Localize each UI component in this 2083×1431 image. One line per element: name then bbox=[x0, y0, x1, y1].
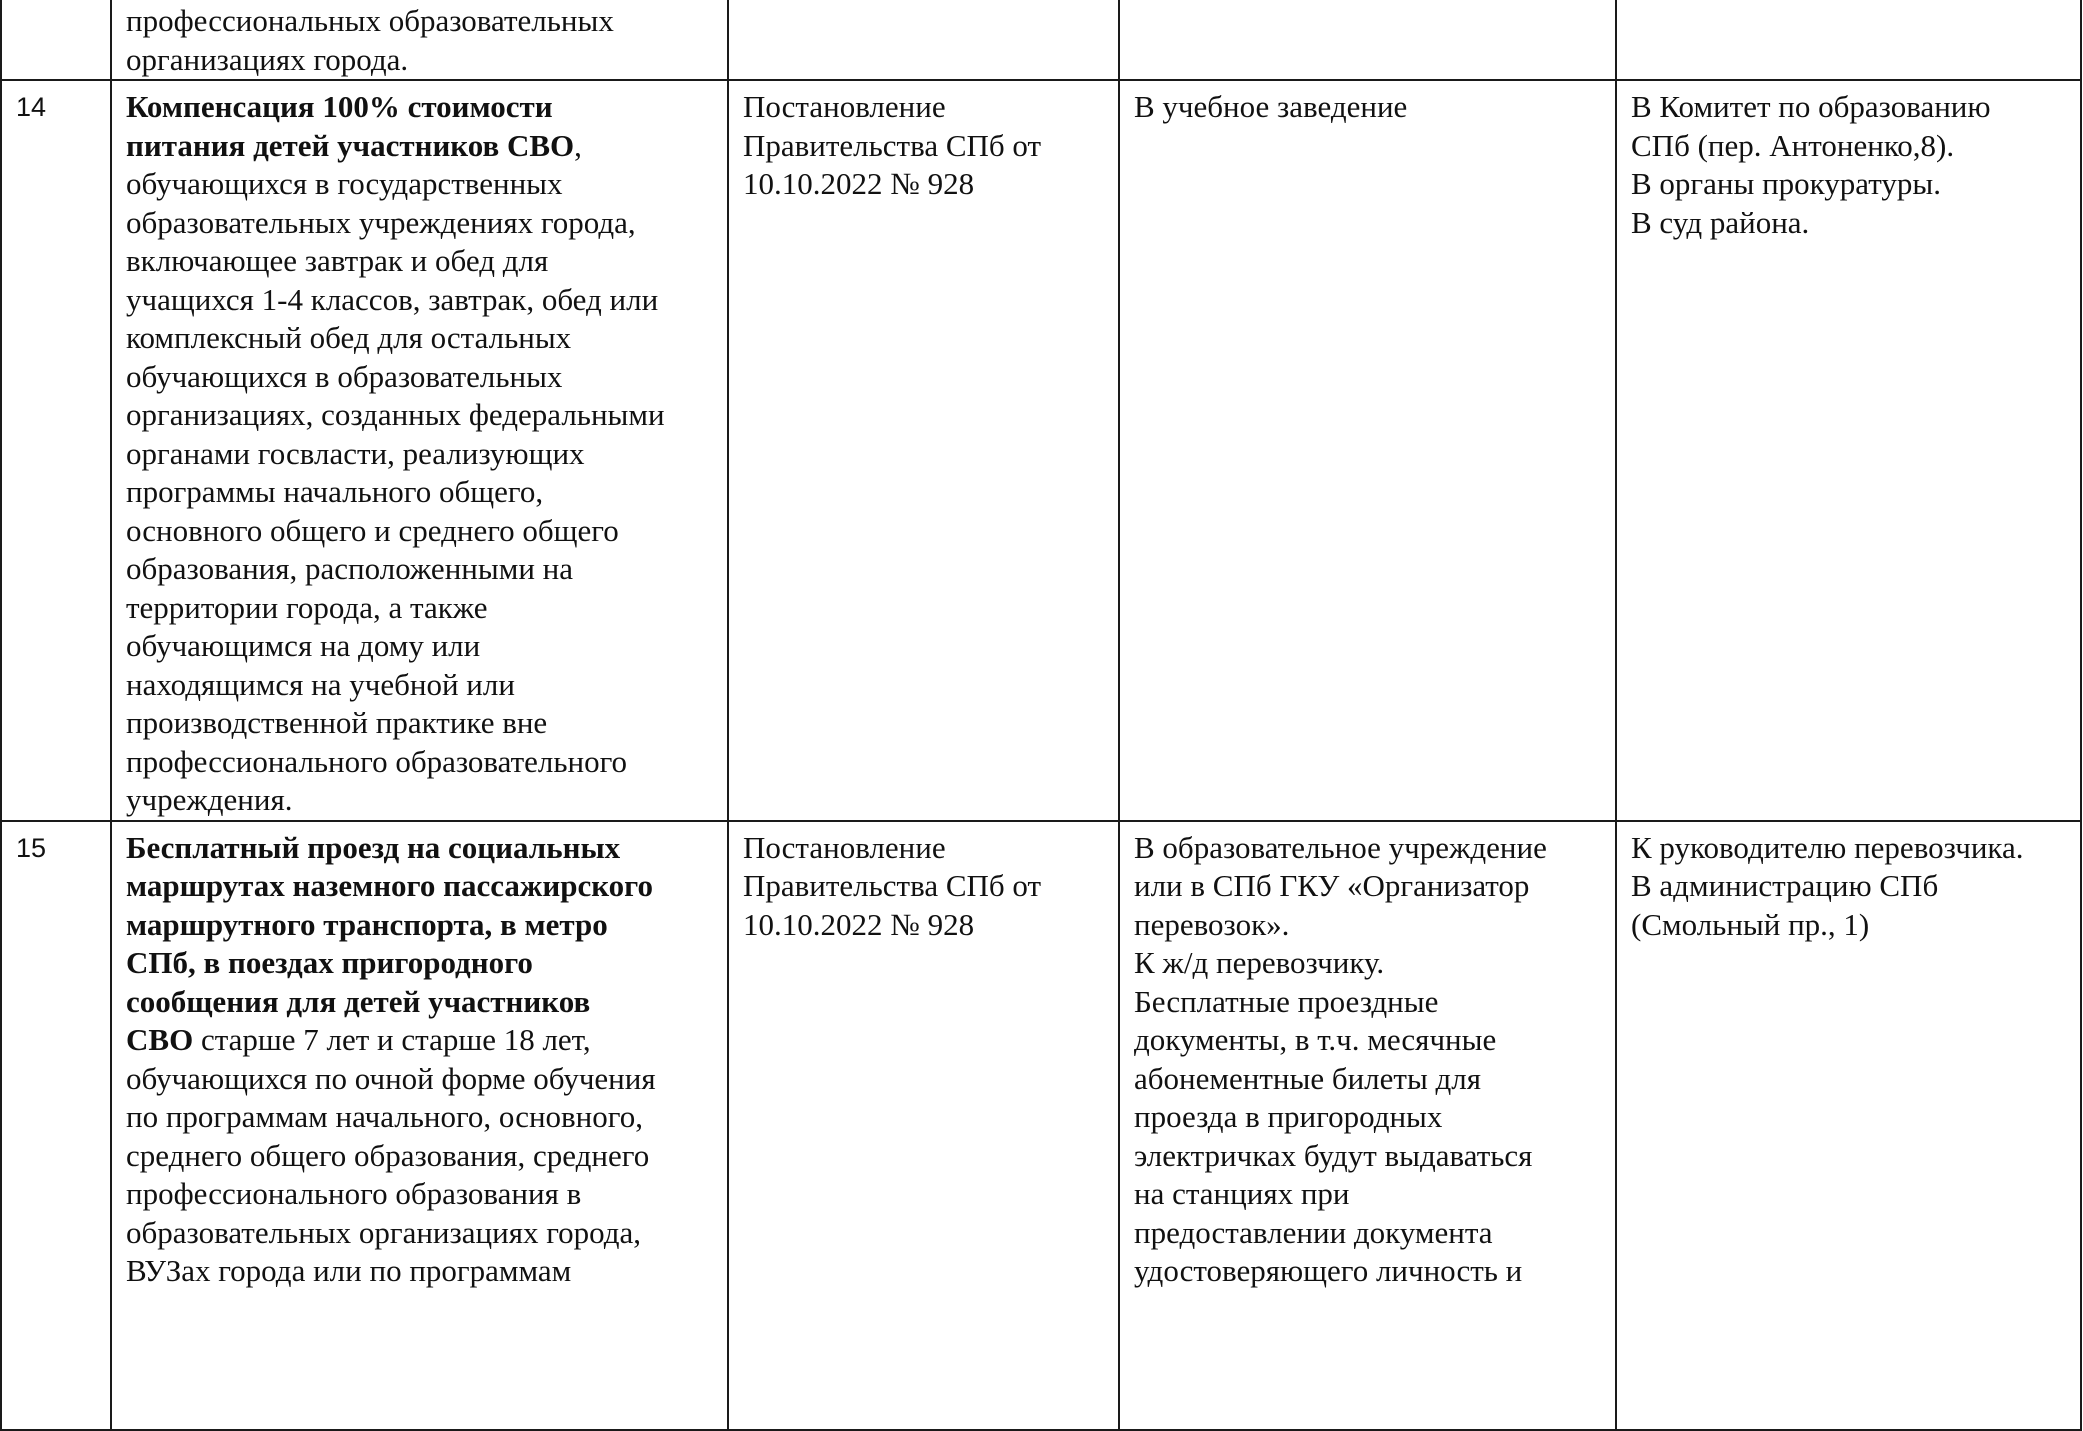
description-line: организациях города. bbox=[126, 41, 409, 77]
appeal-line: В администрацию СПб bbox=[1631, 868, 1939, 903]
description-line: основного общего и среднего общего bbox=[126, 512, 619, 548]
benefit-title-inline: СВО bbox=[126, 1022, 194, 1057]
appeal-cell-empty bbox=[1616, 0, 2081, 80]
description-cell bbox=[111, 821, 728, 1430]
where-line: удостоверяющего личность и bbox=[1134, 1253, 1523, 1288]
description-line: обучающихся по очной форме обучения bbox=[126, 1060, 656, 1096]
description-line: обучающимся на дому или bbox=[126, 628, 481, 663]
benefit-title-line-with-tail bbox=[126, 127, 713, 166]
table-row-15 bbox=[1, 821, 2081, 1430]
description-cell bbox=[111, 0, 728, 80]
law-line: 10.10.2022 № 928 bbox=[743, 166, 975, 201]
where-line: электричках будут выдаваться bbox=[1134, 1137, 1533, 1173]
where-line: Бесплатные проездные bbox=[1134, 983, 1439, 1019]
appeal-cell bbox=[1616, 80, 2081, 821]
law-line: Правительства СПб от bbox=[743, 127, 1042, 163]
law-line: Постановление bbox=[743, 89, 946, 124]
benefit-title-line: маршрутного транспорта, в метро bbox=[126, 906, 608, 942]
description-line: комплексный обед для остальных bbox=[126, 320, 572, 355]
law-cell bbox=[728, 80, 1119, 821]
description-line: организациях, созданных федеральными bbox=[126, 397, 665, 432]
description-line: производственной практике вне bbox=[126, 705, 548, 740]
where-line: документы, в т.ч. месячные bbox=[1134, 1022, 1497, 1057]
number-cell-empty bbox=[1, 0, 111, 80]
appeal-line: В органы прокуратуры. bbox=[1631, 166, 1941, 201]
description-line: среднего общего образования, среднего bbox=[126, 1137, 650, 1173]
benefit-title-tail: , bbox=[574, 127, 582, 163]
where-line: проезда в пригородных bbox=[1134, 1099, 1443, 1134]
law-cell-empty bbox=[728, 0, 1119, 80]
benefit-title-line: сообщения для детей участников bbox=[126, 983, 591, 1019]
benefit-title-line: Бесплатный проезд на социальных bbox=[126, 829, 621, 865]
appeal-cell bbox=[1616, 821, 2081, 1430]
benefit-title-line: СПб, в поездах пригородного bbox=[126, 945, 533, 980]
description-line: ВУЗах города или по программам bbox=[126, 1253, 572, 1288]
where-line: предоставлении документа bbox=[1134, 1214, 1493, 1250]
where-line: В учебное заведение bbox=[1134, 89, 1408, 124]
appeal-line: К руководителю перевозчика. bbox=[1631, 829, 2024, 865]
where-cell-empty bbox=[1119, 0, 1616, 80]
benefit-title-line: Компенсация 100% стоимости bbox=[126, 89, 553, 124]
benefit-title-line: маршрутах наземного пассажирского bbox=[126, 868, 653, 903]
description-line: по программам начального, основного, bbox=[126, 1099, 643, 1134]
description-line: образования, расположенными на bbox=[126, 551, 574, 586]
appeal-line: (Смольный пр., 1) bbox=[1631, 906, 1870, 942]
where-line: перевозок». bbox=[1134, 906, 1290, 942]
table-row-14 bbox=[1, 80, 2081, 821]
description-line: образовательных организациях города, bbox=[126, 1214, 642, 1250]
description-line: профессионального образовательного bbox=[126, 743, 628, 779]
appeal-line: В Комитет по образованию bbox=[1631, 89, 1991, 124]
where-line: К ж/д перевозчику. bbox=[1134, 945, 1385, 980]
table-row-continuation bbox=[1, 0, 2081, 80]
where-line: или в СПб ГКУ «Организатор bbox=[1134, 868, 1530, 903]
row-number: 15 bbox=[1, 821, 111, 1430]
where-to-apply-cell bbox=[1119, 821, 1616, 1430]
law-line: Правительства СПб от bbox=[743, 868, 1042, 903]
law-line: 10.10.2022 № 928 bbox=[743, 906, 975, 942]
where-line: В образовательное учреждение bbox=[1134, 829, 1547, 865]
description-line: обучающихся в образовательных bbox=[126, 358, 563, 394]
appeal-line: В суд района. bbox=[1631, 204, 1810, 240]
description-cell bbox=[111, 80, 728, 821]
benefit-mixed-line bbox=[126, 1021, 713, 1060]
description-line: включающее завтрак и обед для bbox=[126, 243, 549, 278]
description-line: образовательных учреждениях города, bbox=[126, 204, 636, 240]
where-line: абонементные билеты для bbox=[1134, 1060, 1482, 1096]
description-line: профессионального образования в bbox=[126, 1176, 582, 1211]
law-cell bbox=[728, 821, 1119, 1430]
description-line: территории города, а также bbox=[126, 589, 488, 625]
description-line: органами госвласти, реализующих bbox=[126, 435, 585, 471]
benefit-inline-tail: старше 7 лет и старше 18 лет, bbox=[193, 1022, 591, 1057]
description-line: находящимся на учебной или bbox=[126, 666, 515, 702]
description-line: профессиональных образовательных bbox=[126, 3, 614, 38]
appeal-line: СПб (пер. Антоненко,8). bbox=[1631, 127, 1955, 163]
where-line: на станциях при bbox=[1134, 1176, 1350, 1211]
description-line: программы начального общего, bbox=[126, 474, 544, 509]
law-line: Постановление bbox=[743, 829, 946, 865]
description-line: учащихся 1-4 классов, завтрак, обед или bbox=[126, 281, 659, 317]
row-number: 14 bbox=[1, 80, 111, 821]
description-line: учреждения. bbox=[126, 782, 293, 817]
benefit-title-text: питания детей участников СВО bbox=[126, 127, 575, 163]
where-to-apply-cell bbox=[1119, 80, 1616, 821]
description-line: обучающихся в государственных bbox=[126, 166, 563, 201]
